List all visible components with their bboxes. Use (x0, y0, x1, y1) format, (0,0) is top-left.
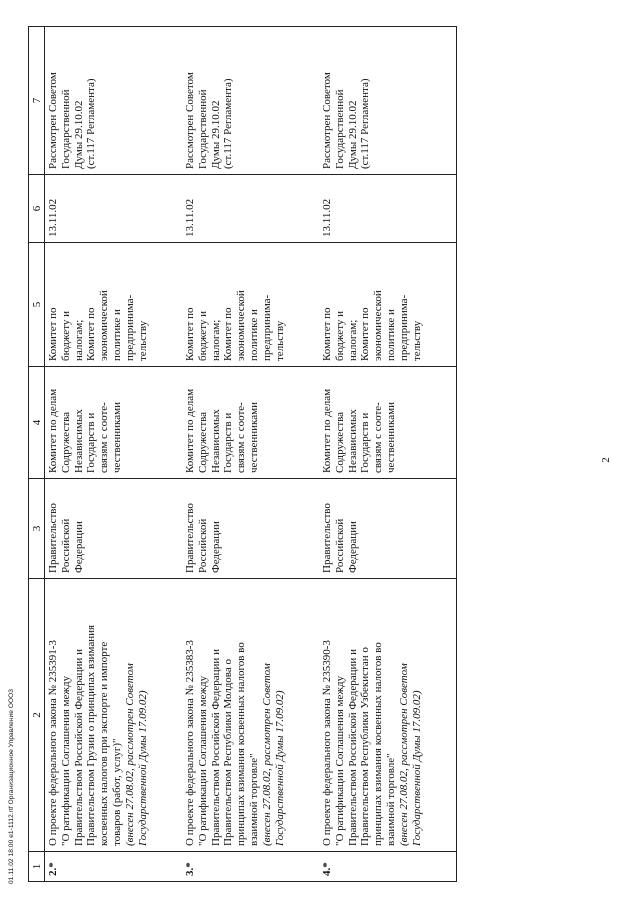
document-footer: 01.11.02 18:00 e1-1112.rtf Организационное Управление ООО3 (8, 688, 15, 884)
bill-description (319, 579, 457, 852)
initiator-cell: Правительство Российской Федерации (319, 479, 457, 579)
column-number: 7 (29, 27, 45, 175)
bill-intro: О проекте федерального закона № 235391-3 (47, 640, 59, 846)
co-committee-cell: Комитет по бюджету и налогам; Комитет по экономической политике и предпринима- тельству (319, 243, 457, 367)
bill-note: (внесен 27.08.02, рассмотрен Советом Государственной Думы 17.09.02) (123, 663, 149, 846)
table-row (319, 27, 457, 882)
bill-note: (внесен 27.08.02, рассмотрен Советом Государственной Думы 17.09.02) (397, 663, 423, 846)
row-number: 2.* (45, 852, 183, 882)
column-number: 3 (29, 479, 45, 579)
initiator-cell: Правительство Российской Федерации (45, 479, 183, 579)
table-row (182, 27, 319, 882)
bill-title: "О ратификации Соглашения между Правительством Российской Федерации и Правительством Республики Узбекистан о принципах взимания косвенных налогов во взаимной торговле" (333, 642, 397, 846)
bill-description (182, 579, 319, 852)
table-row (45, 27, 183, 882)
lead-committee-cell: Комитет по делам Содружества Независимых Государств и связям с соотe- чественниками (45, 367, 183, 479)
lead-committee-cell: Комитет по делам Содружества Независимых Государств и связям с соотe- чественниками (182, 367, 319, 479)
date-cell: 13.11.02 (45, 175, 183, 243)
status-cell: Рассмотрен Советом Государственной Думы 29.10.02 (ст.117 Регламента) (45, 27, 183, 175)
bill-title: "О ратификации Соглашения между Правительством Российской Федерации и Правительством Грузии о принципах взимания косвенных налогов при экспорте и импорте товаров (работ, услуг)" (59, 624, 123, 846)
column-number: 2 (29, 579, 45, 852)
row-number: 4.* (319, 852, 457, 882)
initiator-cell: Правительство Российской Федерации (182, 479, 319, 579)
lead-committee-cell: Комитет по делам Содружества Независимых Государств и связям с соотe- чественниками (319, 367, 457, 479)
row-number: 3.* (182, 852, 319, 882)
column-number: 1 (29, 852, 45, 882)
bill-description (45, 579, 183, 852)
date-cell: 13.11.02 (182, 175, 319, 243)
bills-table (28, 26, 457, 882)
status-cell: Рассмотрен Советом Государственной Думы 29.10.02 (ст.117 Регламента) (182, 27, 319, 175)
column-number: 6 (29, 175, 45, 243)
co-committee-cell: Комитет по бюджету и налогам; Комитет по экономической политике и предпринима- тельству (182, 243, 319, 367)
column-number-row (29, 27, 45, 882)
status-cell: Рассмотрен Советом Государственной Думы 29.10.02 (ст.117 Регламента) (319, 27, 457, 175)
column-number: 5 (29, 243, 45, 367)
co-committee-cell: Комитет по бюджету и налогам; Комитет по экономической политике и предпринима- тельству (45, 243, 183, 367)
date-cell: 13.11.02 (319, 175, 457, 243)
page-number: 2 (600, 457, 612, 463)
column-number: 4 (29, 367, 45, 479)
bill-intro: О проекте федерального закона № 235383-3 (184, 640, 196, 846)
bill-title: "О ратификации Соглашения между Правительством Российской Федерации и Правительством Республики Молдова о принципах взимания косвенных налогов во взаимной торговле" (196, 642, 260, 846)
bill-intro: О проекте федерального закона № 235390-3 (321, 640, 333, 846)
bill-note: (внесен 27.08.02, рассмотрен Советом Государственной Думы 17.09.02) (260, 663, 286, 846)
